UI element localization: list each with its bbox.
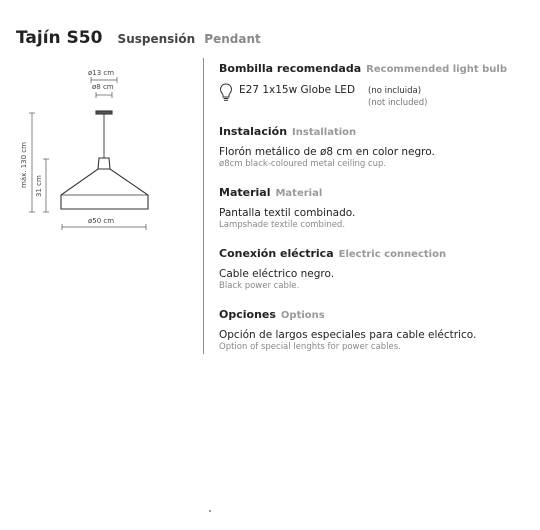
footer-dot — [209, 510, 211, 512]
installation-title-es: Instalación — [219, 125, 288, 138]
bulb-title-en: Recommended light bulb — [366, 64, 508, 75]
material-title-es: Material — [219, 186, 271, 199]
options-section — [219, 306, 529, 353]
diameter-label: ø50 cm — [88, 217, 115, 225]
bulb-heading — [219, 60, 529, 77]
lamp-diagram — [18, 66, 178, 236]
bulb-section — [219, 60, 529, 109]
options-title-es: Opciones — [219, 308, 276, 321]
product-type-en: Pendant — [204, 32, 261, 46]
options-title-en: Options — [280, 310, 325, 321]
electric-title-en: Electric connection — [338, 249, 447, 260]
electric-text-es: Cable eléctrico negro. — [219, 268, 335, 280]
installation-text-es: Florón metálico de ø8 cm en color negro. — [219, 146, 435, 158]
bulb-title-es: Bombilla recomendada — [219, 62, 362, 75]
material-title-en: Material — [275, 188, 323, 199]
installation-text-en: ø8cm black-coloured metal ceiling cup. — [219, 159, 387, 169]
bulb-spec-row — [219, 83, 529, 109]
product-name: Tajín S50 — [16, 28, 103, 48]
product-title — [16, 28, 261, 48]
options-heading — [219, 306, 529, 323]
material-text-en: Lampshade textile combined. — [219, 220, 346, 230]
lampshade — [61, 169, 148, 209]
vertical-divider — [203, 58, 204, 354]
bulb-note-en: (not included) — [368, 98, 428, 108]
options-text-en: Option of special lenghts for power cables. — [219, 342, 401, 352]
electric-heading — [219, 245, 529, 262]
product-type-es: Suspensión — [117, 32, 196, 46]
canopy-dimension-label: ø13 cm — [88, 69, 115, 77]
electric-section — [219, 245, 529, 292]
spec-list — [219, 60, 529, 367]
installation-heading — [219, 123, 529, 140]
shade-height-label: 31 cm — [35, 175, 43, 197]
ceiling-cup — [96, 111, 112, 114]
material-text-es: Pantalla textil combinado. — [219, 207, 356, 219]
technical-drawing — [18, 66, 178, 236]
lightbulb-icon — [219, 83, 233, 107]
material-section — [219, 184, 529, 231]
cup-dimension-label: ø8 cm — [92, 83, 114, 91]
electric-title-es: Conexión eléctrica — [219, 247, 334, 260]
installation-section — [219, 123, 529, 170]
max-height-label: máx. 130 cm — [20, 142, 28, 188]
electric-text-en: Black power cable. — [219, 281, 300, 291]
bulb-note-es: (no incluida) — [368, 86, 422, 96]
installation-title-en: Installation — [292, 127, 357, 138]
material-heading — [219, 184, 529, 201]
bulb-spec-text: E27 1x15w Globe LED — [239, 84, 356, 96]
options-text-es: Opción de largos especiales para cable eléctrico. — [219, 329, 477, 341]
shade-collar — [98, 158, 110, 169]
